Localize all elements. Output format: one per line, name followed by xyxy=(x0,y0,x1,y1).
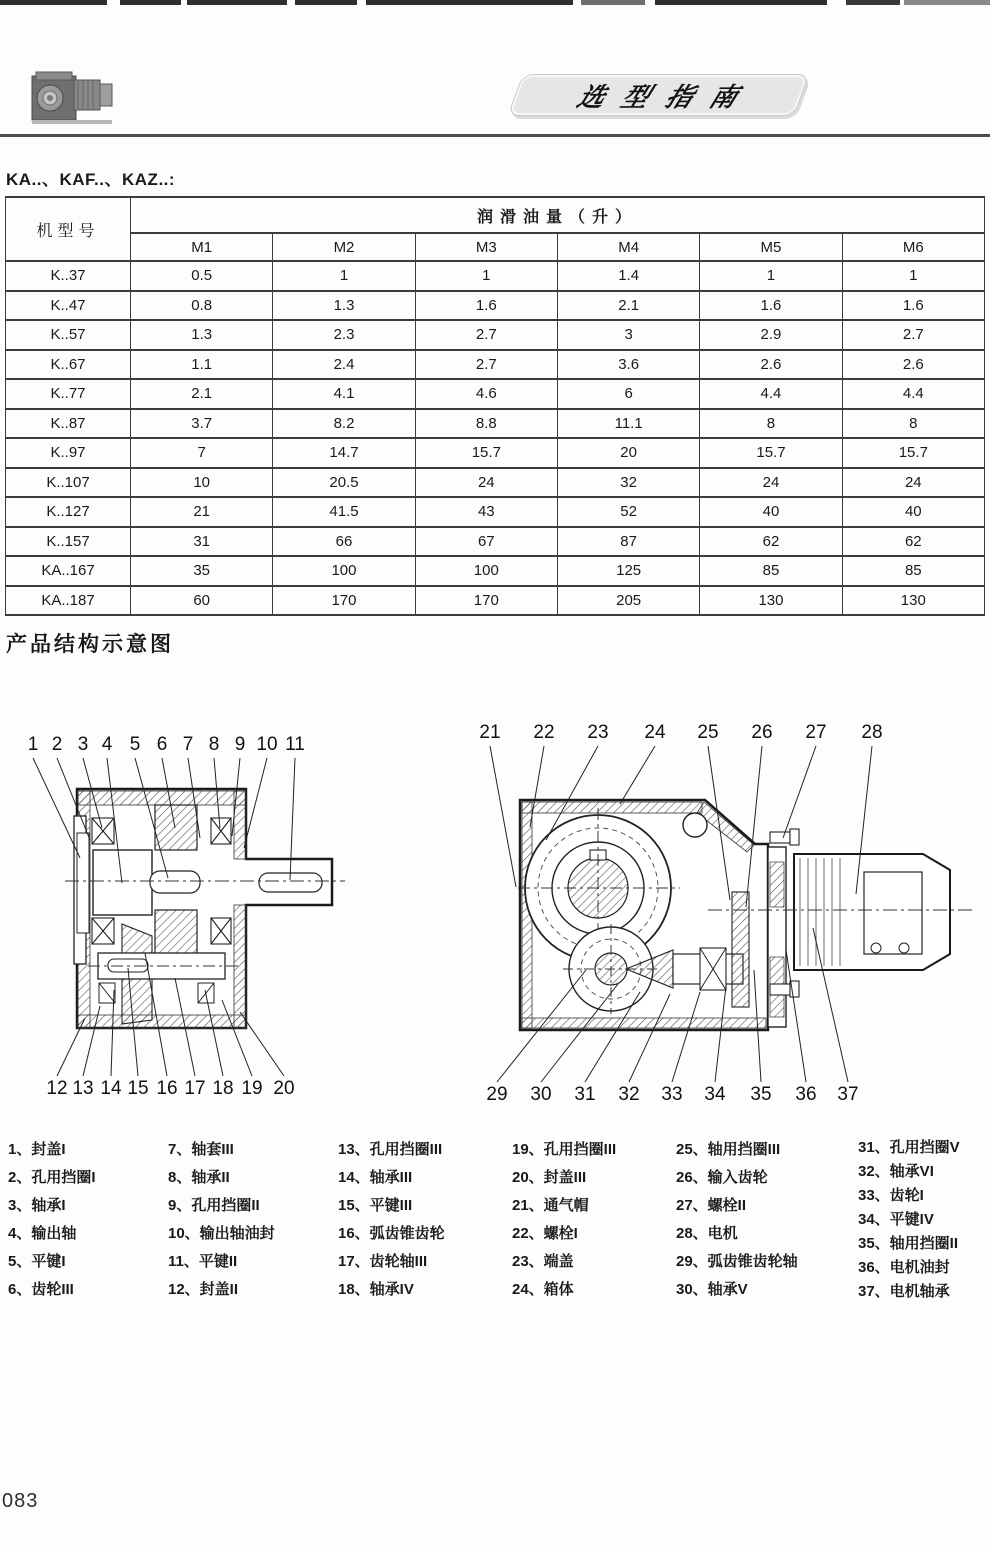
left-structure-diagram xyxy=(10,728,480,1123)
value-cell: 1.6 xyxy=(415,291,557,321)
parts-list-item: 35、轴用挡圈II xyxy=(858,1235,959,1252)
page-number: 083 xyxy=(2,1490,39,1512)
callout-32: 32 xyxy=(618,1084,640,1105)
parts-list-item: 14、轴承III xyxy=(338,1169,413,1186)
value-cell: 2.9 xyxy=(700,320,842,350)
model-cell: K..97 xyxy=(6,438,131,468)
value-cell: 1 xyxy=(273,261,415,291)
table-row xyxy=(6,409,985,439)
parts-list-item: 13、孔用挡圈III xyxy=(338,1141,443,1158)
value-cell: 2.1 xyxy=(131,379,273,409)
value-cell: 3 xyxy=(557,320,699,350)
series-label: KA..、KAF..、KAZ..: xyxy=(6,170,176,189)
value-cell: 130 xyxy=(700,586,842,616)
callout-16: 16 xyxy=(156,1078,178,1099)
parts-list-item: 33、齿轮I xyxy=(858,1187,924,1204)
col-header-m6: M6 xyxy=(842,233,984,261)
parts-list-item: 24、箱体 xyxy=(512,1281,574,1298)
structure-section-title: 产品结构示意图 xyxy=(6,633,174,656)
value-cell: 100 xyxy=(273,556,415,586)
value-cell: 8.2 xyxy=(273,409,415,439)
value-cell: 2.1 xyxy=(557,291,699,321)
value-cell: 205 xyxy=(557,586,699,616)
callout-28: 28 xyxy=(861,722,883,743)
value-cell: 3.6 xyxy=(557,350,699,380)
value-cell: 87 xyxy=(557,527,699,557)
callout-13: 13 xyxy=(72,1078,94,1099)
value-cell: 32 xyxy=(557,468,699,498)
parts-list-item: 1、封盖I xyxy=(8,1141,66,1158)
callout-36: 36 xyxy=(795,1084,817,1105)
lubricant-table xyxy=(5,196,985,616)
callout-34: 34 xyxy=(704,1084,726,1105)
parts-column-4 xyxy=(512,1136,674,1304)
value-cell: 62 xyxy=(842,527,984,557)
value-cell: 4.6 xyxy=(415,379,557,409)
value-cell: 24 xyxy=(842,468,984,498)
header-rule xyxy=(0,134,990,137)
value-cell: 20.5 xyxy=(273,468,415,498)
parts-list-item: 30、轴承V xyxy=(676,1281,748,1298)
callout-10: 10 xyxy=(256,734,278,755)
parts-column-2 xyxy=(168,1136,330,1304)
callout-7: 7 xyxy=(182,734,194,755)
right-structure-diagram xyxy=(468,712,983,1112)
callout-30: 30 xyxy=(530,1084,552,1105)
callout-3: 3 xyxy=(77,734,89,755)
callout-19: 19 xyxy=(241,1078,263,1099)
parts-list xyxy=(8,1136,986,1316)
parts-column-5 xyxy=(676,1136,838,1304)
value-cell: 66 xyxy=(273,527,415,557)
value-cell: 35 xyxy=(131,556,273,586)
model-cell: K..47 xyxy=(6,291,131,321)
parts-column-3 xyxy=(338,1136,500,1304)
parts-list-item: 16、弧齿锥齿轮 xyxy=(338,1225,445,1242)
callout-4: 4 xyxy=(101,734,113,755)
model-cell: K..57 xyxy=(6,320,131,350)
callout-20: 20 xyxy=(273,1078,295,1099)
value-cell: 2.4 xyxy=(273,350,415,380)
value-cell: 20 xyxy=(557,438,699,468)
parts-list-item: 20、封盖III xyxy=(512,1169,587,1186)
left-structure-diagram-svg xyxy=(10,728,480,1123)
parts-list-item: 26、输入齿轮 xyxy=(676,1169,768,1186)
value-cell: 8 xyxy=(842,409,984,439)
callout-15: 15 xyxy=(127,1078,149,1099)
model-cell: K..107 xyxy=(6,468,131,498)
value-cell: 125 xyxy=(557,556,699,586)
gearmotor-photo xyxy=(28,64,122,128)
parts-list-item: 21、通气帽 xyxy=(512,1197,589,1214)
parts-list-item: 10、输出轴油封 xyxy=(168,1225,275,1242)
parts-list-item: 34、平键IV xyxy=(858,1211,934,1228)
value-cell: 1 xyxy=(415,261,557,291)
parts-list-item: 25、轴用挡圈III xyxy=(676,1141,781,1158)
parts-list-item: 5、平键I xyxy=(8,1253,66,1270)
table-row xyxy=(6,350,985,380)
value-cell: 8.8 xyxy=(415,409,557,439)
parts-list-item: 23、端盖 xyxy=(512,1253,574,1270)
value-cell: 4.4 xyxy=(700,379,842,409)
table-row xyxy=(6,379,985,409)
value-cell: 2.6 xyxy=(842,350,984,380)
table-row xyxy=(6,527,985,557)
value-cell: 2.7 xyxy=(842,320,984,350)
page-title: 选型指南 xyxy=(573,81,761,112)
parts-column-6 xyxy=(858,1136,990,1304)
callout-31: 31 xyxy=(574,1084,596,1105)
value-cell: 62 xyxy=(700,527,842,557)
value-cell: 67 xyxy=(415,527,557,557)
gearmotor-photo-art xyxy=(28,64,122,128)
value-cell: 7 xyxy=(131,438,273,468)
col-header-m4: M4 xyxy=(557,233,699,261)
parts-list-item: 22、螺栓I xyxy=(512,1225,578,1242)
table-row xyxy=(6,261,985,291)
callout-18: 18 xyxy=(212,1078,234,1099)
value-cell: 100 xyxy=(415,556,557,586)
table-row xyxy=(6,438,985,468)
table-row xyxy=(6,497,985,527)
model-cell: K..157 xyxy=(6,527,131,557)
value-cell: 52 xyxy=(557,497,699,527)
callout-35: 35 xyxy=(750,1084,772,1105)
scan-edge-artifact xyxy=(0,0,990,5)
col-header-m2: M2 xyxy=(273,233,415,261)
value-cell: 1.1 xyxy=(131,350,273,380)
table-row xyxy=(6,320,985,350)
parts-list-item: 15、平键III xyxy=(338,1197,413,1214)
value-cell: 15.7 xyxy=(700,438,842,468)
value-cell: 24 xyxy=(415,468,557,498)
value-cell: 15.7 xyxy=(842,438,984,468)
parts-list-item: 2、孔用挡圈I xyxy=(8,1169,96,1186)
callout-14: 14 xyxy=(100,1078,122,1099)
parts-list-item: 27、螺栓II xyxy=(676,1197,747,1214)
callout-2: 2 xyxy=(51,734,63,755)
callout-17: 17 xyxy=(184,1078,206,1099)
value-cell: 11.1 xyxy=(557,409,699,439)
value-cell: 6 xyxy=(557,379,699,409)
value-cell: 1.4 xyxy=(557,261,699,291)
value-cell: 85 xyxy=(842,556,984,586)
col-header-oil: 润滑油量（升） xyxy=(131,197,985,233)
header-banner xyxy=(507,74,809,116)
value-cell: 1.3 xyxy=(131,320,273,350)
model-cell: K..37 xyxy=(6,261,131,291)
parts-list-item: 3、轴承I xyxy=(8,1197,66,1214)
table-row xyxy=(6,468,985,498)
callout-12: 12 xyxy=(46,1078,68,1099)
table-row xyxy=(6,556,985,586)
parts-column-1 xyxy=(8,1136,170,1304)
parts-list-item: 6、齿轮III xyxy=(8,1281,74,1298)
value-cell: 10 xyxy=(131,468,273,498)
parts-list-item: 17、齿轮轴III xyxy=(338,1253,428,1270)
parts-list-item: 37、电机轴承 xyxy=(858,1283,950,1300)
value-cell: 43 xyxy=(415,497,557,527)
value-cell: 4.4 xyxy=(842,379,984,409)
value-cell: 2.7 xyxy=(415,320,557,350)
callout-22: 22 xyxy=(533,722,555,743)
table-row xyxy=(6,586,985,616)
parts-list-item: 18、轴承IV xyxy=(338,1281,414,1298)
callout-9: 9 xyxy=(234,734,246,755)
callout-33: 33 xyxy=(661,1084,683,1105)
value-cell: 3.7 xyxy=(131,409,273,439)
col-header-m1: M1 xyxy=(131,233,273,261)
callout-37: 37 xyxy=(837,1084,859,1105)
parts-list-item: 29、弧齿锥齿轮轴 xyxy=(676,1253,798,1270)
value-cell: 1 xyxy=(842,261,984,291)
model-cell: KA..187 xyxy=(6,586,131,616)
value-cell: 1.6 xyxy=(842,291,984,321)
col-header-m3: M3 xyxy=(415,233,557,261)
parts-list-item: 8、轴承II xyxy=(168,1169,230,1186)
value-cell: 1.3 xyxy=(273,291,415,321)
value-cell: 40 xyxy=(700,497,842,527)
value-cell: 8 xyxy=(700,409,842,439)
value-cell: 24 xyxy=(700,468,842,498)
col-header-m5: M5 xyxy=(700,233,842,261)
callout-1: 1 xyxy=(27,734,39,755)
value-cell: 15.7 xyxy=(415,438,557,468)
value-cell: 85 xyxy=(700,556,842,586)
callout-6: 6 xyxy=(156,734,168,755)
callout-27: 27 xyxy=(805,722,827,743)
value-cell: 60 xyxy=(131,586,273,616)
table-row xyxy=(6,291,985,321)
value-cell: 130 xyxy=(842,586,984,616)
value-cell: 2.7 xyxy=(415,350,557,380)
value-cell: 0.5 xyxy=(131,261,273,291)
model-cell: K..67 xyxy=(6,350,131,380)
parts-list-item: 9、孔用挡圈II xyxy=(168,1197,260,1214)
value-cell: 1 xyxy=(700,261,842,291)
callout-21: 21 xyxy=(479,722,501,743)
model-cell: K..87 xyxy=(6,409,131,439)
model-cell: K..77 xyxy=(6,379,131,409)
callout-23: 23 xyxy=(587,722,609,743)
right-structure-diagram-svg xyxy=(468,712,983,1112)
parts-list-item: 12、封盖II xyxy=(168,1281,239,1298)
callout-26: 26 xyxy=(751,722,773,743)
callout-24: 24 xyxy=(644,722,666,743)
parts-list-item: 4、输出轴 xyxy=(8,1225,77,1242)
value-cell: 41.5 xyxy=(273,497,415,527)
value-cell: 2.6 xyxy=(700,350,842,380)
value-cell: 4.1 xyxy=(273,379,415,409)
parts-list-item: 28、电机 xyxy=(676,1225,738,1242)
model-cell: K..127 xyxy=(6,497,131,527)
callout-11: 11 xyxy=(285,734,305,755)
parts-list-item: 11、平键II xyxy=(168,1253,238,1270)
callout-25: 25 xyxy=(697,722,719,743)
value-cell: 14.7 xyxy=(273,438,415,468)
parts-list-item: 19、孔用挡圈III xyxy=(512,1141,617,1158)
col-header-model: 机型号 xyxy=(6,197,131,261)
parts-list-item: 32、轴承VI xyxy=(858,1163,934,1180)
value-cell: 31 xyxy=(131,527,273,557)
value-cell: 21 xyxy=(131,497,273,527)
parts-list-item: 36、电机油封 xyxy=(858,1259,950,1276)
parts-list-item: 7、轴套III xyxy=(168,1141,234,1158)
value-cell: 0.8 xyxy=(131,291,273,321)
value-cell: 1.6 xyxy=(700,291,842,321)
value-cell: 2.3 xyxy=(273,320,415,350)
parts-list-item: 31、孔用挡圈V xyxy=(858,1139,960,1156)
value-cell: 170 xyxy=(415,586,557,616)
callout-8: 8 xyxy=(208,734,220,755)
model-cell: KA..167 xyxy=(6,556,131,586)
value-cell: 40 xyxy=(842,497,984,527)
callout-5: 5 xyxy=(129,734,141,755)
value-cell: 170 xyxy=(273,586,415,616)
callout-29: 29 xyxy=(486,1084,508,1105)
